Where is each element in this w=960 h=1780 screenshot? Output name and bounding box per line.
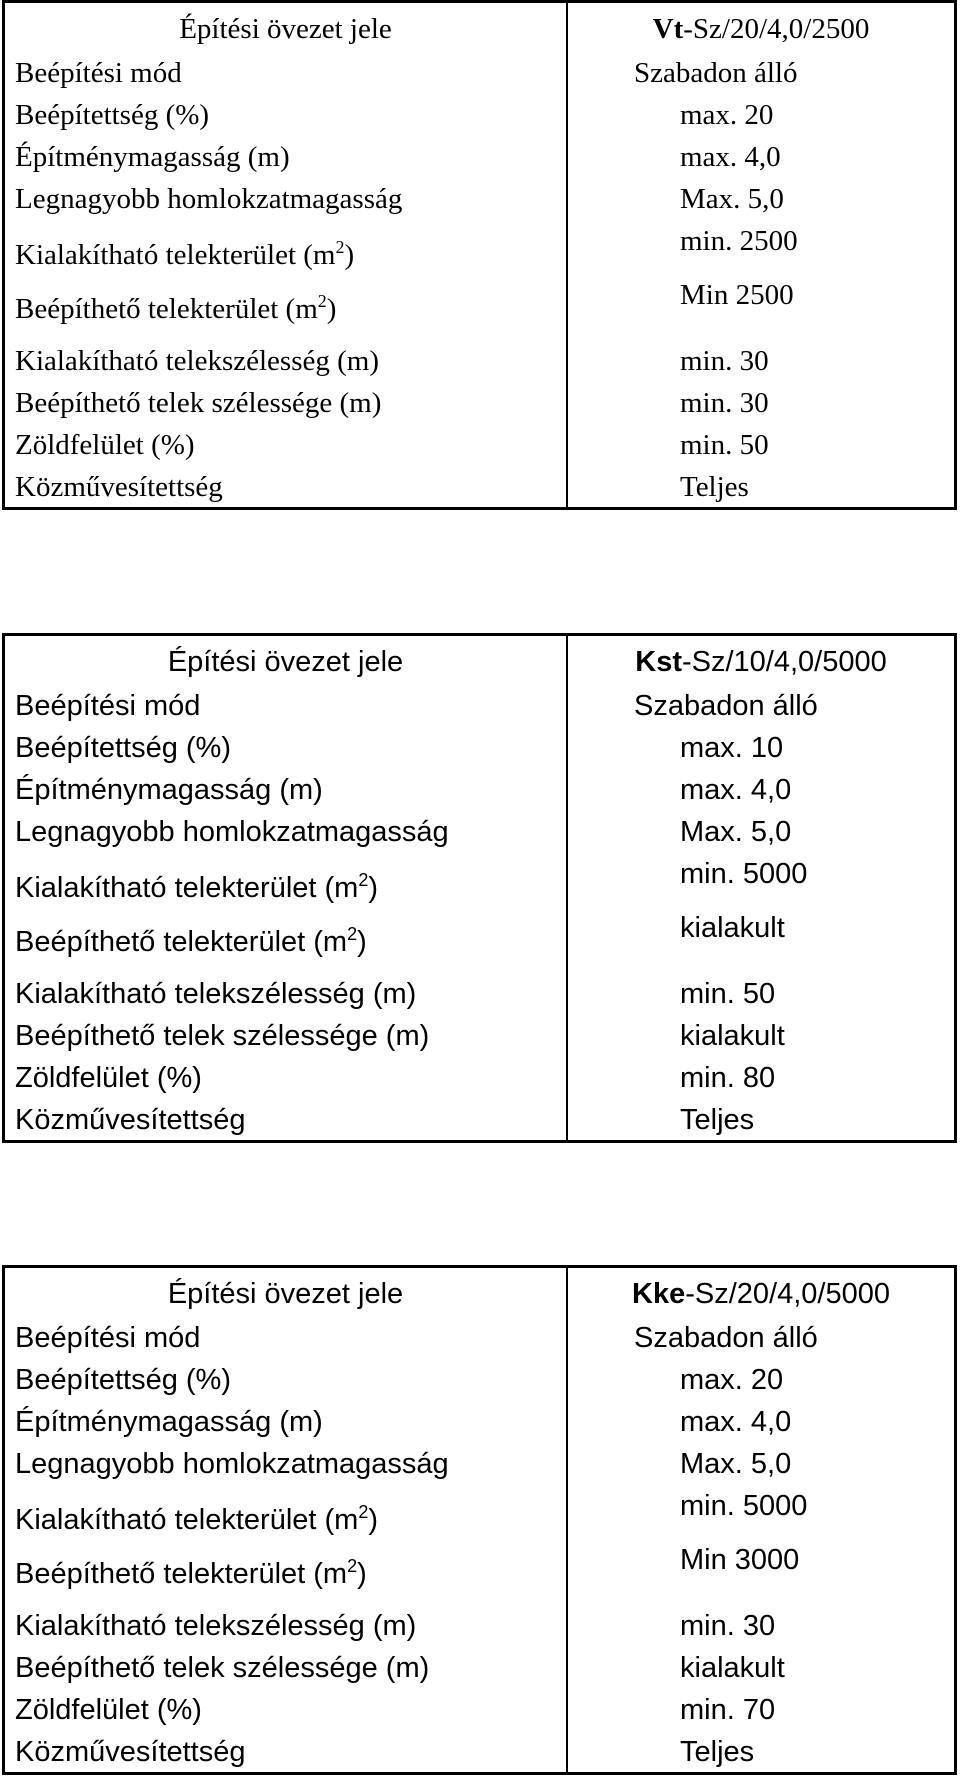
row-label: Építménymagasság (m) [15,1406,323,1438]
table-row: Zöldfelület (%) min. 50 [5,425,954,466]
table-row: Legnagyobb homlokzatmagasság Max. 5,0 [5,812,954,853]
row-label: Beépíthető telek szélessége (m) [15,387,382,419]
table-row: Beépíthető telek szélessége (m) kialakult [5,1648,954,1689]
row-label: Kialakítható telekszélesség (m) [15,1610,417,1642]
table-row: Zöldfelület (%) min. 80 [5,1058,954,1099]
row-label: Kialakítható telekterület $(m^2)$ [15,1502,379,1536]
table-row: Beépítettség (%) max. 20 [5,1360,954,1401]
row-label: Építési övezet jele [179,13,392,45]
row-label: Építési övezet jele [167,646,404,678]
table-row: Beépítettség (%) max. 10 [5,728,954,769]
table-row: Beépítési mód Szabadon álló [5,686,954,727]
zone-code: Vt-Sz/20/4,0/2500 [652,13,870,45]
row-label: Közművesítettség [15,1104,246,1136]
row-label: Beépíthető telek szélessége (m) [15,1652,430,1684]
row-label: Beépítettség (%) [15,99,210,131]
zone-code: Kke-Sz/20/4,0/5000 [632,1278,890,1310]
row-label: Közművesítettség [15,1736,246,1768]
row-label: Közművesítettség [15,471,223,503]
row-label: Beépítési mód [15,1322,201,1354]
table-row: Legnagyobb homlokzatmagasság Max. 5,0 [5,179,954,220]
row-label: Beépítési mód [15,57,182,89]
zone-table-kst [2,633,957,1143]
table-row-header [5,642,954,683]
table-row: Kialakítható telekterület $(m^2)$ min. 5000 [5,1500,954,1541]
table-row: Beépíthető telekterület $(m^2)$ Min 2500 [5,289,954,330]
table-row: Közművesítettség Teljes [5,1100,954,1141]
table-row: Kialakítható telekterület $(m^2)$ min. 5000 [5,868,954,909]
table-row: Kialakítható telekterület $(m^2)$ min. 2500 [5,235,954,276]
table-row: Legnagyobb homlokzatmagasság Max. 5,0 [5,1444,954,1485]
row-label: Legnagyobb homlokzatmagasság [15,1448,449,1480]
row-label: Beépíthető telek szélessége (m) [15,1020,430,1052]
table-row: Beépíthető telek szélessége (m) kialakult [5,1016,954,1057]
zone-table-vt [2,0,957,510]
row-label: Építménymagasság (m) [15,141,290,173]
table-row: Beépíthető telekterület $(m^2)$ kialakult [5,922,954,963]
row-label: Kialakítható telekterület $(m^2)$ [15,870,379,904]
row-label: Beépíthető telekterület $(m^2)$ [15,924,367,958]
table-row: Építménymagasság (m) max. 4,0 [5,770,954,811]
row-label: Beépíthető telekterület $(m^2)$ [15,1556,367,1590]
zone-code: Kst-Sz/10/4,0/5000 [635,646,887,678]
table-row: Kialakítható telekszélesség (m) min. 50 [5,974,954,1015]
row-label: Zöldfelület (%) [15,1062,202,1094]
table-row: Közművesítettség Teljes [5,467,954,508]
table-row: Beépítési mód Szabadon álló [5,53,954,94]
row-label: Beépítettség (%) [15,732,231,764]
table-row-header [5,9,954,50]
table-row: Zöldfelület (%) min. 70 [5,1690,954,1731]
table-row: Kialakítható telekszélesség (m) min. 30 [5,1606,954,1647]
row-label: Beépítési mód [15,690,201,722]
table-row: Kialakítható telekszélesség (m) min. 30 [5,341,954,382]
row-label: Zöldfelület (%) [15,1694,202,1726]
row-label: Kialakítható telekszélesség (m) [15,978,417,1010]
table-row: Beépítési mód Szabadon álló [5,1318,954,1359]
row-label: Építési övezet jele [167,1278,404,1310]
row-label: Kialakítható telekterület $(m^2)$ [15,237,355,271]
table-row: Építménymagasság (m) max. 4,0 [5,1402,954,1443]
row-label: Kialakítható telekszélesség (m) [15,345,379,377]
row-label: Beépíthető telekterület $(m^2)$ [15,291,337,325]
table-row: Közművesítettség Teljes [5,1732,954,1773]
table-row: Beépíthető telekterület $(m^2)$ Min 3000 [5,1554,954,1595]
table-row: Építménymagasság (m) max. 4,0 [5,137,954,178]
row-label: Legnagyobb homlokzatmagasság [15,816,449,848]
row-label: Építménymagasság (m) [15,774,323,806]
table-row: Beépíthető telek szélessége (m) min. 30 [5,383,954,424]
row-label: Zöldfelület (%) [15,429,195,461]
row-label: Beépítettség (%) [15,1364,231,1396]
row-label: Legnagyobb homlokzatmagasság [15,183,403,215]
table-row-header [5,1274,954,1315]
zone-table-kke [2,1265,957,1775]
table-row: Beépítettség (%) max. 20 [5,95,954,136]
